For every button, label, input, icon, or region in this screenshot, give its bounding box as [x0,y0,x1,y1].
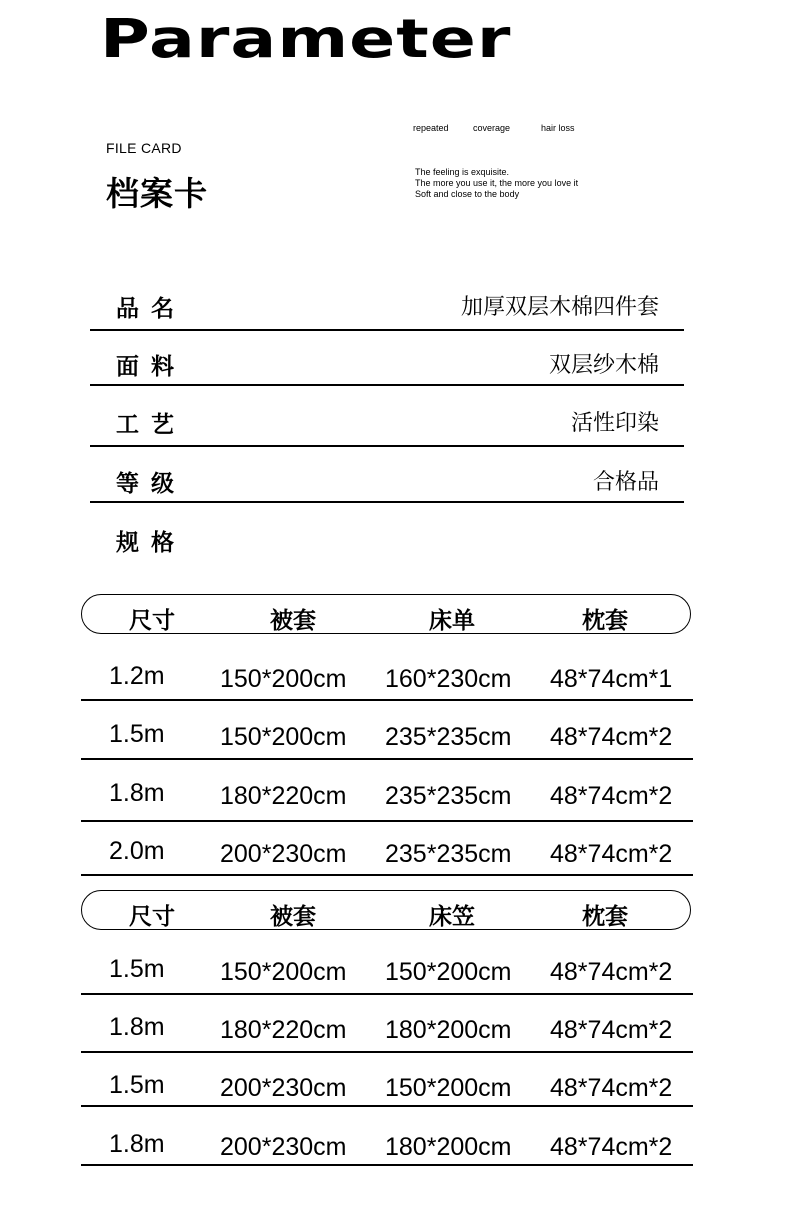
cell-size: 1.5m [109,955,165,983]
header-cell-sheet: 床单 [429,607,475,633]
divider [81,1105,693,1107]
cell-size: 2.0m [109,837,165,865]
param-value: 加厚双层木棉四件套 [460,294,659,319]
cell-size: 1.5m [109,720,165,748]
header-cell-duvet: 被套 [270,607,316,633]
cell-fitted-sheet: 180*200cm [385,1016,512,1044]
cell-fitted-sheet: 150*200cm [385,958,512,986]
divider [81,820,693,822]
divider [90,501,684,503]
table-row [81,662,693,720]
param-label: 品名 [116,295,186,321]
tag-coverage: coverage [473,123,511,133]
description-line: Soft and close to the body [415,189,520,199]
cell-pillowcase: 48*74cm*2 [550,1016,673,1044]
spec-table-header [81,890,691,930]
cell-pillowcase: 48*74cm*2 [550,958,673,986]
cell-sheet: 160*230cm [385,665,512,693]
cell-duvet: 200*230cm [220,840,347,868]
param-label: 规格 [116,529,186,555]
divider [81,699,693,701]
header-cell-fitted-sheet: 床笠 [429,903,475,929]
table-row [81,1130,693,1188]
param-row-grade [90,465,684,495]
spec-table-header [81,594,691,634]
cell-duvet: 150*200cm [220,665,347,693]
cell-fitted-sheet: 180*200cm [385,1133,512,1161]
cell-sheet: 235*235cm [385,723,512,751]
divider [81,1051,693,1053]
cell-duvet: 150*200cm [220,958,347,986]
param-row-name [90,290,684,320]
param-value: 合格品 [592,469,659,494]
header-cell-duvet: 被套 [270,903,316,929]
cell-duvet: 200*230cm [220,1074,347,1102]
divider [81,1164,693,1166]
param-row-craft [90,406,684,436]
table-row [81,955,693,1013]
divider [90,329,684,331]
cell-pillowcase: 48*74cm*2 [550,840,673,868]
param-value: 双层纱木棉 [548,352,659,377]
param-label: 面料 [116,353,186,379]
divider [81,874,693,876]
cell-fitted-sheet: 150*200cm [385,1074,512,1102]
page-title: Parameter [100,8,512,71]
cell-pillowcase: 48*74cm*2 [550,782,673,810]
cell-size: 1.5m [109,1071,165,1099]
cell-sheet: 235*235cm [385,840,512,868]
cell-size: 1.8m [109,779,165,807]
divider [81,993,693,995]
cell-duvet: 180*220cm [220,782,347,810]
divider [90,384,684,386]
divider [90,445,684,447]
description-line: The feeling is exquisite. [415,167,510,177]
tag-hair-loss: hair loss [541,123,575,133]
divider [81,758,693,760]
cell-duvet: 150*200cm [220,723,347,751]
file-card-cn-label: 档案卡 [106,175,208,212]
description-line: The more you use it, the more you love it [415,178,579,188]
cell-sheet: 235*235cm [385,782,512,810]
table-row [81,720,693,778]
param-row-spec [90,524,684,554]
cell-duvet: 180*220cm [220,1016,347,1044]
header-cell-size: 尺寸 [129,607,175,633]
header-cell-pillowcase: 枕套 [582,903,628,929]
cell-pillowcase: 48*74cm*2 [550,1074,673,1102]
table-row [81,1013,693,1071]
cell-size: 1.8m [109,1013,165,1041]
cell-duvet: 200*230cm [220,1133,347,1161]
cell-size: 1.8m [109,1130,165,1158]
table-row [81,837,693,895]
cell-size: 1.2m [109,662,165,690]
param-label: 等级 [116,470,186,496]
table-row [81,1071,693,1129]
cell-pillowcase: 48*74cm*1 [550,665,673,693]
header-cell-size: 尺寸 [129,903,175,929]
param-label: 工艺 [116,411,186,437]
table-row [81,779,693,837]
cell-pillowcase: 48*74cm*2 [550,1133,673,1161]
cell-pillowcase: 48*74cm*2 [550,723,673,751]
tag-repeated: repeated [413,123,449,133]
header-cell-pillowcase: 枕套 [582,607,628,633]
param-value: 活性印染 [570,410,659,435]
file-card-label: FILE CARD [106,140,182,156]
param-row-fabric [90,348,684,378]
description [415,167,578,200]
